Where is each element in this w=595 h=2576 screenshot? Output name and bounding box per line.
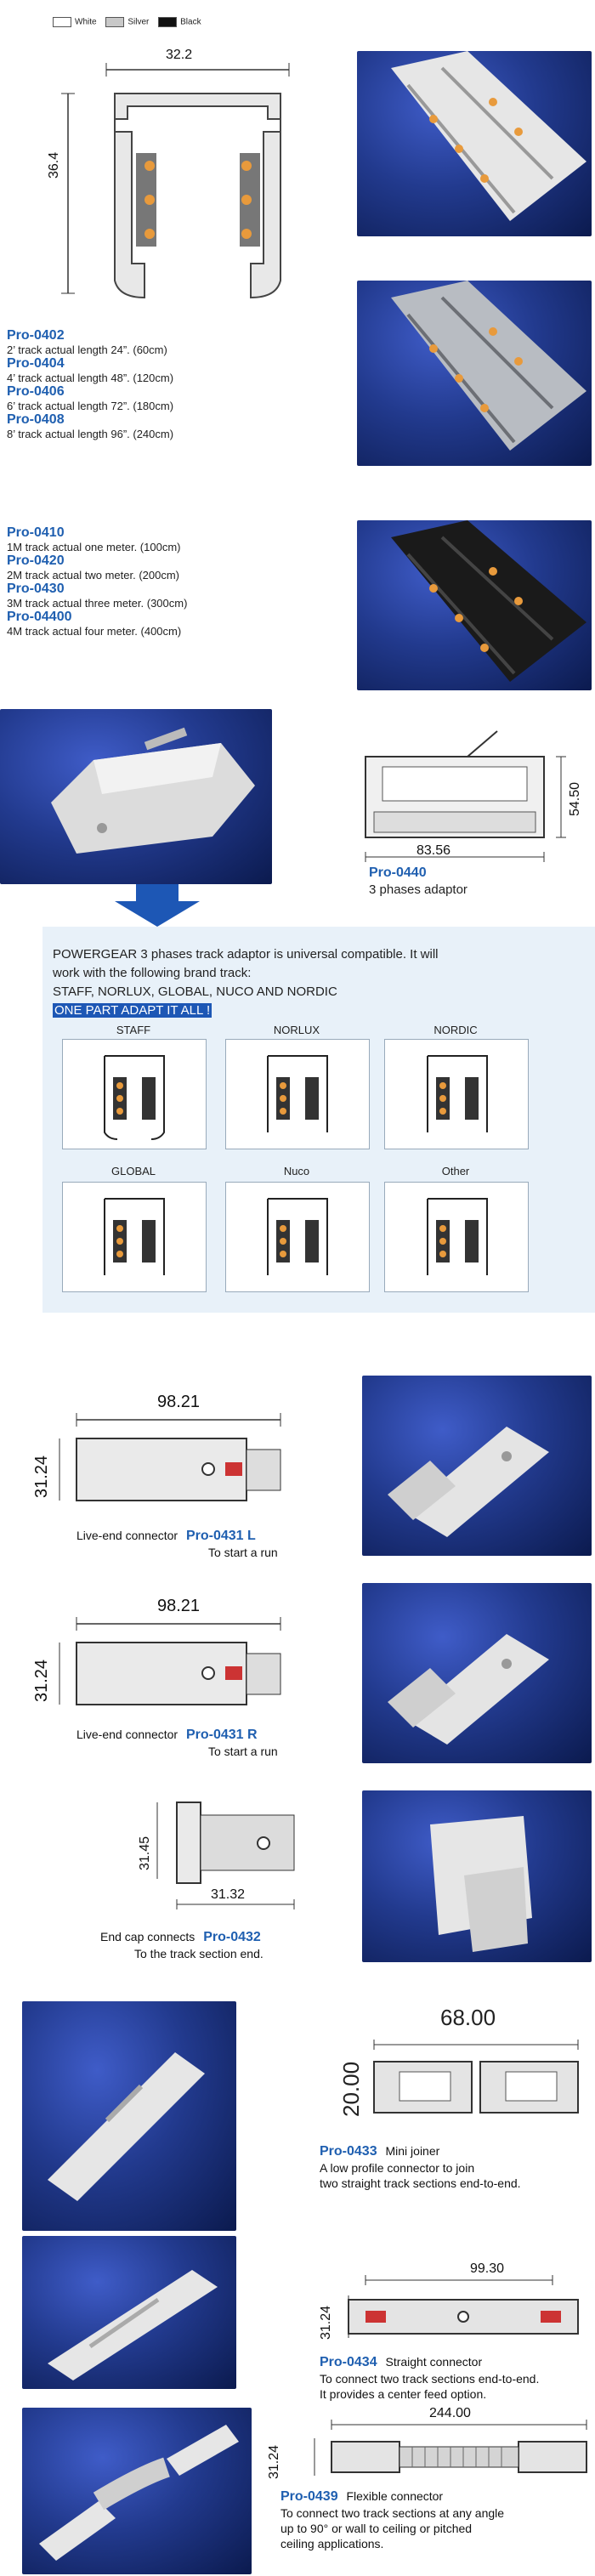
end-cap-width-dim: 31.32 [211, 1887, 246, 1902]
product-desc: 4’ track actual length 48”. (120cm) [7, 372, 174, 384]
product-desc: 4M track actual four meter. (400cm) [7, 625, 182, 638]
brand-name: STAFF [116, 1024, 151, 1036]
mini-joiner-drawing [366, 2036, 586, 2138]
straight-desc-2: It provides a center feed option. [320, 2387, 487, 2401]
brand-name: NORDIC [434, 1024, 478, 1036]
track-width-dim: 32.2 [166, 48, 193, 62]
flexible-connector-photo [22, 2408, 252, 2574]
white-swatch [53, 17, 71, 27]
live-end-r-photo [362, 1583, 592, 1763]
adaptor-code: Pro-0440 [369, 865, 427, 880]
product-code: Pro-0420 [7, 553, 65, 568]
live-end-r-drawing [17, 1607, 323, 1717]
product-code: Pro-04400 [7, 610, 72, 624]
mini-joiner-caption [320, 2144, 439, 2159]
legend-black: Black [180, 17, 201, 27]
end-cap-sub: To the track section end. [134, 1947, 264, 1960]
compat-line-3: STAFF, NORLUX, GLOBAL, NUCO AND NORDIC [53, 984, 337, 999]
silver-swatch [105, 17, 124, 27]
flexible-desc-3: ceiling applications. [280, 2537, 384, 2550]
compat-line-2: work with the following brand track: [53, 966, 252, 980]
live-end-r-height-dim: 31.24 [32, 1659, 51, 1702]
live-end-l-label: Live-end connector [76, 1529, 178, 1542]
flexible-connector-drawing [280, 2413, 595, 2481]
straight-code: Pro-0434 [320, 2355, 377, 2369]
black-swatch [158, 17, 177, 27]
straight-height-dim: 31.24 [319, 2305, 333, 2340]
compat-text [53, 945, 588, 1020]
compat-line-1: POWERGEAR 3 phases track adaptor is universal compatible. It will [53, 947, 439, 962]
product-code: Pro-0406 [7, 384, 65, 399]
brand-profiles-drawing [62, 1039, 527, 1291]
adaptor-height-dim: 54.50 [568, 781, 582, 816]
product-desc: 3M track actual three meter. (300cm) [7, 597, 188, 610]
live-end-r-label: Live-end connector [76, 1728, 178, 1741]
legend-white: White [75, 17, 97, 27]
product-code: Pro-0408 [7, 412, 65, 427]
product-code: Pro-0404 [7, 356, 65, 371]
product-desc: 8’ track actual length 96”. (240cm) [7, 428, 174, 440]
silver-track-photo [357, 281, 592, 466]
mini-joiner-width-dim: 68.00 [440, 2005, 496, 2030]
flexible-caption [280, 2489, 443, 2505]
brand-name: NORLUX [273, 1024, 320, 1036]
live-end-r-sub: To start a run [208, 1745, 278, 1758]
live-end-l-code: Pro-0431 L [185, 1529, 256, 1543]
color-legend [53, 17, 201, 27]
mini-joiner-desc-1: A low profile connector to join [320, 2161, 475, 2175]
mini-joiner-code: Pro-0433 [320, 2144, 377, 2159]
flexible-title: Flexible connector [346, 2489, 444, 2503]
end-cap-code: Pro-0432 [203, 1930, 261, 1944]
flexible-width-dim: 244.00 [429, 2406, 471, 2420]
brand-name: GLOBAL [110, 1165, 156, 1177]
product-desc: 6’ track actual length 72”. (180cm) [7, 400, 174, 412]
straight-caption [320, 2355, 482, 2370]
product-desc: 2’ track actual length 24”. (60cm) [7, 343, 167, 356]
arrow-down-icon [110, 884, 204, 927]
live-end-l-sub: To start a run [208, 1546, 278, 1559]
flexible-height-dim: 31.24 [267, 2444, 281, 2479]
brand-name: Nuco [283, 1165, 310, 1177]
flexible-code: Pro-0439 [280, 2489, 338, 2504]
straight-width-dim: 99.30 [470, 2261, 505, 2276]
product-desc: 2M track actual two meter. (200cm) [7, 569, 180, 582]
adaptor-drawing [348, 706, 586, 867]
legend-silver: Silver [128, 17, 150, 27]
compat-highlight: ONE PART ADAPT IT ALL ! [54, 1003, 211, 1018]
track-list-metric [7, 525, 187, 638]
live-end-l-drawing [17, 1403, 323, 1513]
track-list-imperial [7, 328, 173, 440]
flexible-desc-1: To connect two track sections at any angle [280, 2506, 505, 2520]
end-cap-caption [100, 1930, 261, 1945]
straight-connector-photo [22, 2236, 236, 2389]
live-end-l-width-dim: 98.21 [157, 1393, 201, 1411]
live-end-r-caption [76, 1728, 258, 1743]
mini-joiner-desc-2: two straight track sections end-to-end. [320, 2176, 521, 2190]
track-height-dim: 36.4 [47, 151, 61, 179]
black-track-photo [357, 520, 592, 690]
straight-desc-1: To connect two track sections end-to-end. [320, 2372, 540, 2386]
adaptor-desc: 3 phases adaptor [369, 882, 468, 897]
end-cap-height-dim: 31.45 [138, 1836, 152, 1870]
mini-joiner-photo [22, 2001, 236, 2231]
flexible-desc-2: up to 90° or wall to ceiling or pitched [280, 2522, 473, 2535]
straight-title: Straight connector [385, 2355, 483, 2369]
product-desc: 1M track actual one meter. (100cm) [7, 541, 181, 553]
live-end-l-photo [362, 1376, 592, 1556]
brand-name: Other [441, 1165, 470, 1177]
adaptor-width-dim: 83.56 [416, 843, 451, 858]
mini-joiner-title: Mini joiner [385, 2144, 440, 2158]
live-end-l-height-dim: 31.24 [32, 1455, 51, 1498]
mini-joiner-height-dim: 20.00 [338, 2061, 364, 2117]
straight-connector-drawing [340, 2261, 595, 2346]
product-code: Pro-0402 [7, 328, 65, 343]
product-code: Pro-0410 [7, 525, 65, 540]
live-end-r-width-dim: 98.21 [157, 1597, 201, 1615]
live-end-l-caption [76, 1529, 256, 1544]
product-code: Pro-0430 [7, 582, 65, 596]
adaptor-photo [0, 709, 272, 884]
end-cap-photo [362, 1790, 592, 1962]
end-cap-label: End cap connects [100, 1930, 196, 1943]
track-profile-drawing [51, 51, 357, 315]
live-end-r-code: Pro-0431 R [185, 1728, 258, 1742]
white-track-photo [357, 51, 592, 236]
